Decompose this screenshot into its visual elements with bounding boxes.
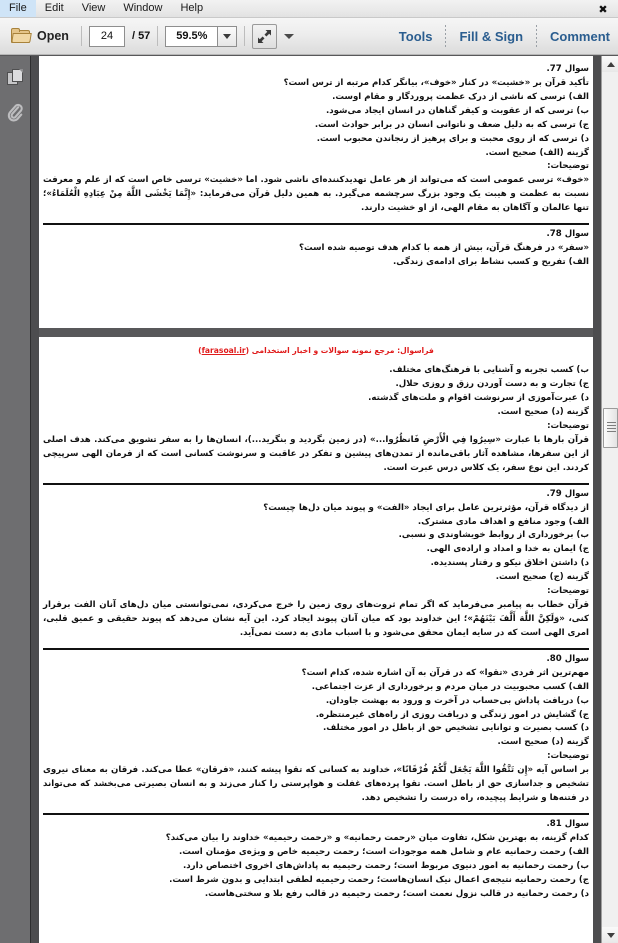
question-separator xyxy=(43,813,589,815)
question-text-line: از دیدگاه قرآن، مؤثرترین عامل برای ایجاد «الفت» و پیوند میان دل‌ها چیست؟ xyxy=(263,502,589,513)
comment-pane-button[interactable]: Comment xyxy=(550,28,610,44)
question-text-line: توضیحات: xyxy=(547,161,589,172)
question-text-line: ب) برخورداری از روابط خویشاوندی و نسبی. xyxy=(398,530,589,541)
menu-view[interactable]: View xyxy=(81,2,106,14)
fit-page-icon xyxy=(257,29,272,44)
chevron-down-icon[interactable] xyxy=(217,26,237,47)
paperclip-icon xyxy=(7,103,23,127)
document-work-area xyxy=(0,56,618,943)
question-text-line: ج) ایمان به خدا و امداد و اراده‌ی الهی. xyxy=(426,544,589,555)
page-number-input[interactable]: 24 xyxy=(89,26,125,47)
arrow-down-icon[interactable] xyxy=(602,927,618,943)
open-button[interactable] xyxy=(6,25,74,47)
toolbar-overflow-button[interactable] xyxy=(277,34,301,39)
question-text-line: د) کسب بصیرت و توانایی تشخیص حق از باطل در امور مختلف. xyxy=(323,723,589,734)
question-text-line: توضیحات: xyxy=(547,586,589,597)
open-button-label: Open xyxy=(37,29,69,43)
question-text-line: گزینه (ج) صحیح است. xyxy=(495,572,589,583)
question-text-line: گزینه (د) صحیح است. xyxy=(497,737,589,748)
zoom-control xyxy=(165,26,237,47)
page-count-label: / 57 xyxy=(131,30,151,42)
close-icon[interactable]: ✖ xyxy=(598,2,608,16)
toolbar-divider xyxy=(536,25,537,47)
attachments-button[interactable] xyxy=(2,102,28,128)
question-separator xyxy=(43,648,589,650)
explanation-paragraph: قرآن خطاب به پیامبر می‌فرماید که اگر تمام ثروت‌های روی زمین را خرج می‌کردی، نمی‌توانستی میان دل‌های آنان الفت برقرار کنی، «وَلَکِنَّ اللَّهَ أَلَّفَ بَیْنَهُمْ»؛ این خداوند بود که میان آنان پیوند ایجاد کرد. این آیه نشان می‌دهد که پیوند حقیقی و عمیق قلبی، امری الهی است که در سایه ایمان محقق می‌شود و با اسباب مادی به دست نمی‌آید. xyxy=(43,600,589,638)
vertical-scrollbar[interactable] xyxy=(601,56,618,943)
menu-edit[interactable]: Edit xyxy=(44,2,64,14)
toolbar-divider xyxy=(81,26,82,46)
explanation-paragraph: بر اساس آیه «إِن تَتَّقُوا اللَّهَ یَجْعَل لَّکُمْ فُرْقَانًا»، خداوند به کسانی که تقوا پیشه کنند، «فرقان» عطا می‌کند. فرقان به معنای نیروی تشخیص و جداسازی حق از باطل است. تقوا پرده‌های غفلت و هواپرستی را کنار می‌زند و به انسان بصیرتی می‌بخشد که می‌تواند در فتنه‌ها و شرایط پیچیده، راه درست را تشخیص دهد. xyxy=(43,765,589,804)
question-separator xyxy=(43,483,589,485)
fill-and-sign-button[interactable]: Fill & Sign xyxy=(459,28,524,44)
question-text-line: کدام گزینه، به بهترین شکل، تفاوت میان «رحمت رحمانیه» و «رحمت رحیمیه» خداوند را بیان می‌کند؟ xyxy=(165,832,589,843)
question-text-line: ج) ترسی که به دلیل ضعف و ناتوانی انسان در برابر حوادث است. xyxy=(314,119,589,130)
question-text-line: د) رحمت رحمانیه در قالب نزول نعمت است؛ رحمت رحیمیه در قالب رفع بلا و سختی‌هاست. xyxy=(204,888,589,899)
question-text-line: الف) رحمت رحمانیه عام و شامل همه موجودات است؛ رحمت رحیمیه خاص و ویژه‌ی مؤمنان است. xyxy=(178,846,589,857)
question-text-line: د) عبرت‌آموزی از سرنوشت اقوام و ملت‌های گذشته. xyxy=(368,393,589,404)
pdf-page-24 xyxy=(34,337,598,943)
question-number: سوال 78. xyxy=(546,229,589,240)
fit-page-button[interactable] xyxy=(252,24,277,49)
window-title-bar xyxy=(0,0,618,18)
explanation-paragraph: قرآن بارها با عبارت «سِیرُوا فِي الْأَرْضِ فَانظُرُوا...» (در زمین بگردید و بنگرید...)، انسان‌ها را به سفر تشویق می‌کند. هدف اصلی از این سفرها، مشاهده آثار باقی‌مانده از تمدن‌های پیشین و تفکر در عاقبت و سرنوشت کسانی است که از فرمان الهی سرپیچی کردند. این نوع سفر، یک کلاس درس عبرت است. xyxy=(43,434,589,473)
question-text-line: توضیحات: xyxy=(547,751,589,762)
chevron-down-icon xyxy=(284,34,294,39)
scrollbar-thumb[interactable] xyxy=(603,408,618,448)
watermark-link[interactable]: farasoal.ir xyxy=(201,346,246,355)
toolbar-divider xyxy=(445,25,446,47)
menu-help[interactable]: Help xyxy=(180,2,204,14)
toolbar-divider xyxy=(157,26,158,46)
question-text-line: الف) تفریح و کسب نشاط برای ادامه‌ی زندگی. xyxy=(393,256,589,267)
question-text-line: ب) کسب تجربه و آشنایی با فرهنگ‌های مختلف. xyxy=(389,365,589,376)
arrow-up-icon[interactable] xyxy=(602,56,618,72)
watermark-text: فراسوال: مرجع نمونه سوالات و اخبار استخدامی (farasoal.ir) xyxy=(198,346,434,355)
question-text-line: «سفر» در فرهنگ قرآن، بیش از همه با کدام هدف توصیه شده است؟ xyxy=(299,243,589,254)
question-number: سوال 80. xyxy=(546,653,589,664)
menu-file[interactable]: File xyxy=(0,0,36,17)
scrollbar-grip-icon xyxy=(607,422,616,432)
explanation-paragraph: «خوف» ترسی عمومی است که می‌تواند از هر عامل تهدیدکننده‌ای ناشی شود. اما «خشیت» ترسی خاص است که از علم و معرفت نسبت به عظمت و هیبت یک وجود بزرگ سرچشمه می‌گیرد. به همین دلیل قرآن می‌فرماید: «إِنَّمَا یَخْشَی اللَّهَ مِنْ عِبَادِهِ الْعُلَمَاءُ»؛ تنها عالمان و آگاهان به مقام الهی، از او خشیت دارند. xyxy=(43,175,589,214)
page-thumbnails-icon xyxy=(7,69,24,86)
question-number: سوال 79. xyxy=(546,488,589,499)
toolbar-divider xyxy=(244,26,245,46)
question-text-line: الف) وجود منافع و اهداف مادی مشترک. xyxy=(417,516,589,527)
zoom-level-input[interactable]: 59.5% xyxy=(165,26,217,47)
question-text-line: گزینه (الف) صحیح است. xyxy=(485,147,589,158)
question-text-line: ب) دریافت پاداش بی‌حساب در آخرت و ورود به بهشت جاودان. xyxy=(325,695,589,706)
page-thumbnails-button[interactable] xyxy=(2,64,28,90)
folder-icon xyxy=(11,28,31,44)
question-text-line: ج) رحمت رحمانیه نتیجه‌ی اعمال نیک انسان‌هاست؛ رحمت رحیمیه لطفی ابتدایی و بدون شرط است. xyxy=(169,874,589,885)
question-text-line: تأکید قرآن بر «خشیت» در کنار «خوف»، بیانگر کدام مرتبه از ترس است؟ xyxy=(283,77,589,88)
question-text-line: توضیحات: xyxy=(547,420,589,431)
question-text-line: مهم‌ترین اثر فردی «تقوا» که در قرآن به آن اشاره شده، کدام است؟ xyxy=(301,667,589,678)
question-number: سوال 81. xyxy=(546,818,589,829)
pdf-page-23 xyxy=(34,56,598,328)
menu-window[interactable]: Window xyxy=(123,2,163,14)
pdf-page-viewport[interactable] xyxy=(31,56,601,943)
question-text-line: ج) تجارت و به دست آوردن رزق و روزی حلال. xyxy=(395,379,589,390)
page-separator xyxy=(31,328,601,337)
question-text-line: د) داشتن اخلاق نیکو و رفتار پسندیده. xyxy=(430,558,589,569)
question-text-line: الف) ترسی که ناشی از درک عظمت پروردگار و مقام اوست. xyxy=(332,91,589,102)
question-number: سوال 77. xyxy=(546,64,589,74)
question-separator xyxy=(43,223,589,225)
question-text-line: الف) کسب محبوبیت در میان مردم و برخورداری از عزت اجتماعی. xyxy=(311,681,589,692)
navigation-rail xyxy=(0,56,31,943)
tools-pane-button[interactable]: Tools xyxy=(398,28,433,44)
main-toolbar xyxy=(0,18,618,55)
question-text-line: گزینه (د) صحیح است. xyxy=(497,407,589,418)
question-text-line: د) ترسی که از روی محبت و برای پرهیز از رنجاندن محبوب است. xyxy=(316,133,589,144)
question-text-line: ب) رحمت رحمانیه به امور دنیوی مربوط است؛ رحمت رحیمیه به پاداش‌های اخروی اختصاص دارد. xyxy=(183,860,589,871)
question-text-line: ب) ترسی که از عقوبت و کیفر گناهان در انسان ایجاد می‌شود. xyxy=(325,105,589,116)
question-text-line: ج) گشایش در امور زندگی و دریافت روزی از راه‌های غیرمنتظره. xyxy=(315,709,589,720)
